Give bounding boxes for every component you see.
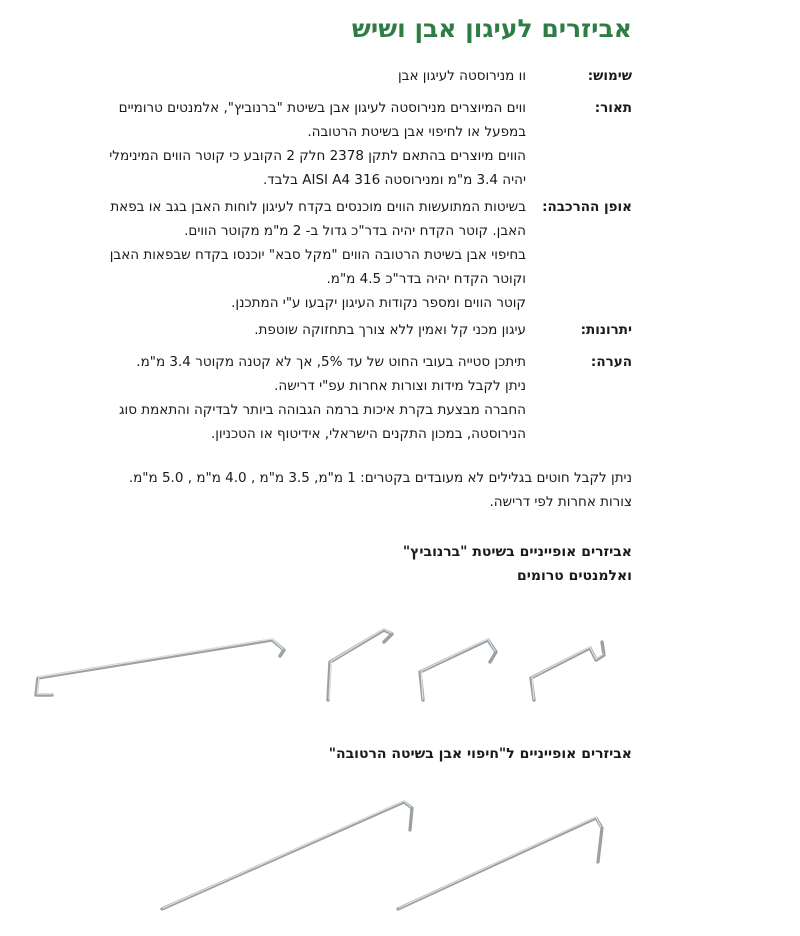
section-heading-line: ואלמנטים טרומים bbox=[517, 568, 632, 584]
pin-hook-left-icon bbox=[162, 801, 412, 909]
availability-note bbox=[129, 466, 632, 514]
spec-value bbox=[52, 195, 526, 315]
spec-line: האבן. קוטר הקדח יהיה בדר"כ גדול ב- 2 מ"מ מקוטר הווים. bbox=[184, 223, 526, 239]
spec-line: במפעל או לחיפוי אבן בשיטת הרטובה. bbox=[307, 124, 526, 140]
spec-line: בשיטות המתועשות הווים מוכנסים בקדח לעיגון לוחות האבן בגב או בפאת bbox=[110, 199, 526, 215]
spec-label: תאור: bbox=[594, 100, 632, 116]
section-heading-wet-method bbox=[329, 742, 632, 766]
barnovich-hooks-image bbox=[0, 610, 800, 720]
wet-method-hooks-image bbox=[0, 785, 800, 915]
staple-hook-icon bbox=[420, 639, 496, 700]
spec-line: וקוטר הקדח יהיה בדר"כ 4.5 מ"מ. bbox=[326, 271, 526, 287]
note-line: ניתן לקבל חוטים בגלילים לא מעובדים בקטרים: 1 מ"מ, 3.5 מ"מ , 4.0 מ"מ , 5.0 מ"מ. bbox=[128, 470, 632, 486]
spec-row-description bbox=[52, 96, 632, 192]
spec-line: עיגון מכני קל ואמין ללא צורך בתחזוקה שוטפת. bbox=[254, 322, 526, 338]
hook-bent-small-icon bbox=[328, 629, 392, 700]
s-hook-icon bbox=[531, 642, 604, 700]
spec-row-installation bbox=[52, 195, 632, 315]
spec-label: הערה: bbox=[590, 354, 632, 370]
page-title: אביזרים לעיגון אבן ושיש bbox=[351, 14, 632, 43]
hook-long-icon bbox=[36, 639, 284, 695]
spec-line: הווים מיוצרים בהתאם לתקן 2378 חלק 2 הקובע כי קוטר הווים המינימלי bbox=[109, 148, 526, 164]
spec-line: יהיה 3.4 מ"מ ומנירוסטה AISI A4 316 בלבד. bbox=[263, 172, 526, 188]
spec-line: ווים המיוצרים מנירוסטה לעיגון אבן בשיטת "ברנוביץ", אלמנטים טרומיים bbox=[118, 100, 526, 116]
spec-line: תיתכן סטייה בעובי החוט של עד 5%, אך לא קטנה מקוטר 3.4 מ"מ. bbox=[136, 354, 526, 370]
spec-label: אופן ההרכבה: bbox=[542, 199, 632, 215]
spec-line: בחיפוי אבן בשיטת הרטובה הווים "מקל סבא" יוכנסו בקדח שבפאות האבן bbox=[109, 247, 526, 263]
spec-row-remark bbox=[52, 350, 632, 446]
section-heading-line: אביזרים אופייניים ל"חיפוי אבן בשיטה הרטובה" bbox=[328, 746, 632, 762]
spec-label: יתרונות: bbox=[580, 322, 632, 338]
spec-value bbox=[52, 96, 526, 192]
spec-line: החברה מבצעת בקרת איכות ברמה הגבוהה ביותר לבדיקה והתאמת סוג bbox=[118, 402, 526, 418]
spec-label: שימוש: bbox=[587, 68, 632, 84]
spec-row-usage bbox=[52, 64, 632, 88]
spec-value bbox=[52, 350, 526, 446]
section-heading-barnovich bbox=[403, 540, 632, 588]
spec-line: הנירוסטה, במכון התקנים הישראלי, אידיטוף או הטכניון. bbox=[210, 426, 526, 442]
spec-row-advantages bbox=[52, 318, 632, 342]
spec-line: ניתן לקבל מידות וצורות אחרות עפ"י דרישה. bbox=[274, 378, 526, 394]
spec-line: קוטר הווים ומספר נקודות העיגון יקבעו ע"י המתכנן. bbox=[231, 295, 526, 311]
spec-line: וו מנירוסטה לעיגון אבן bbox=[397, 68, 526, 84]
note-line: צורות אחרות לפי דרישה. bbox=[489, 494, 632, 510]
section-heading-line: אביזרים אופייניים בשיטת "ברנוביץ" bbox=[402, 544, 632, 560]
spec-value bbox=[52, 64, 526, 88]
pin-hook-right-icon bbox=[398, 817, 602, 909]
spec-value bbox=[52, 318, 526, 342]
